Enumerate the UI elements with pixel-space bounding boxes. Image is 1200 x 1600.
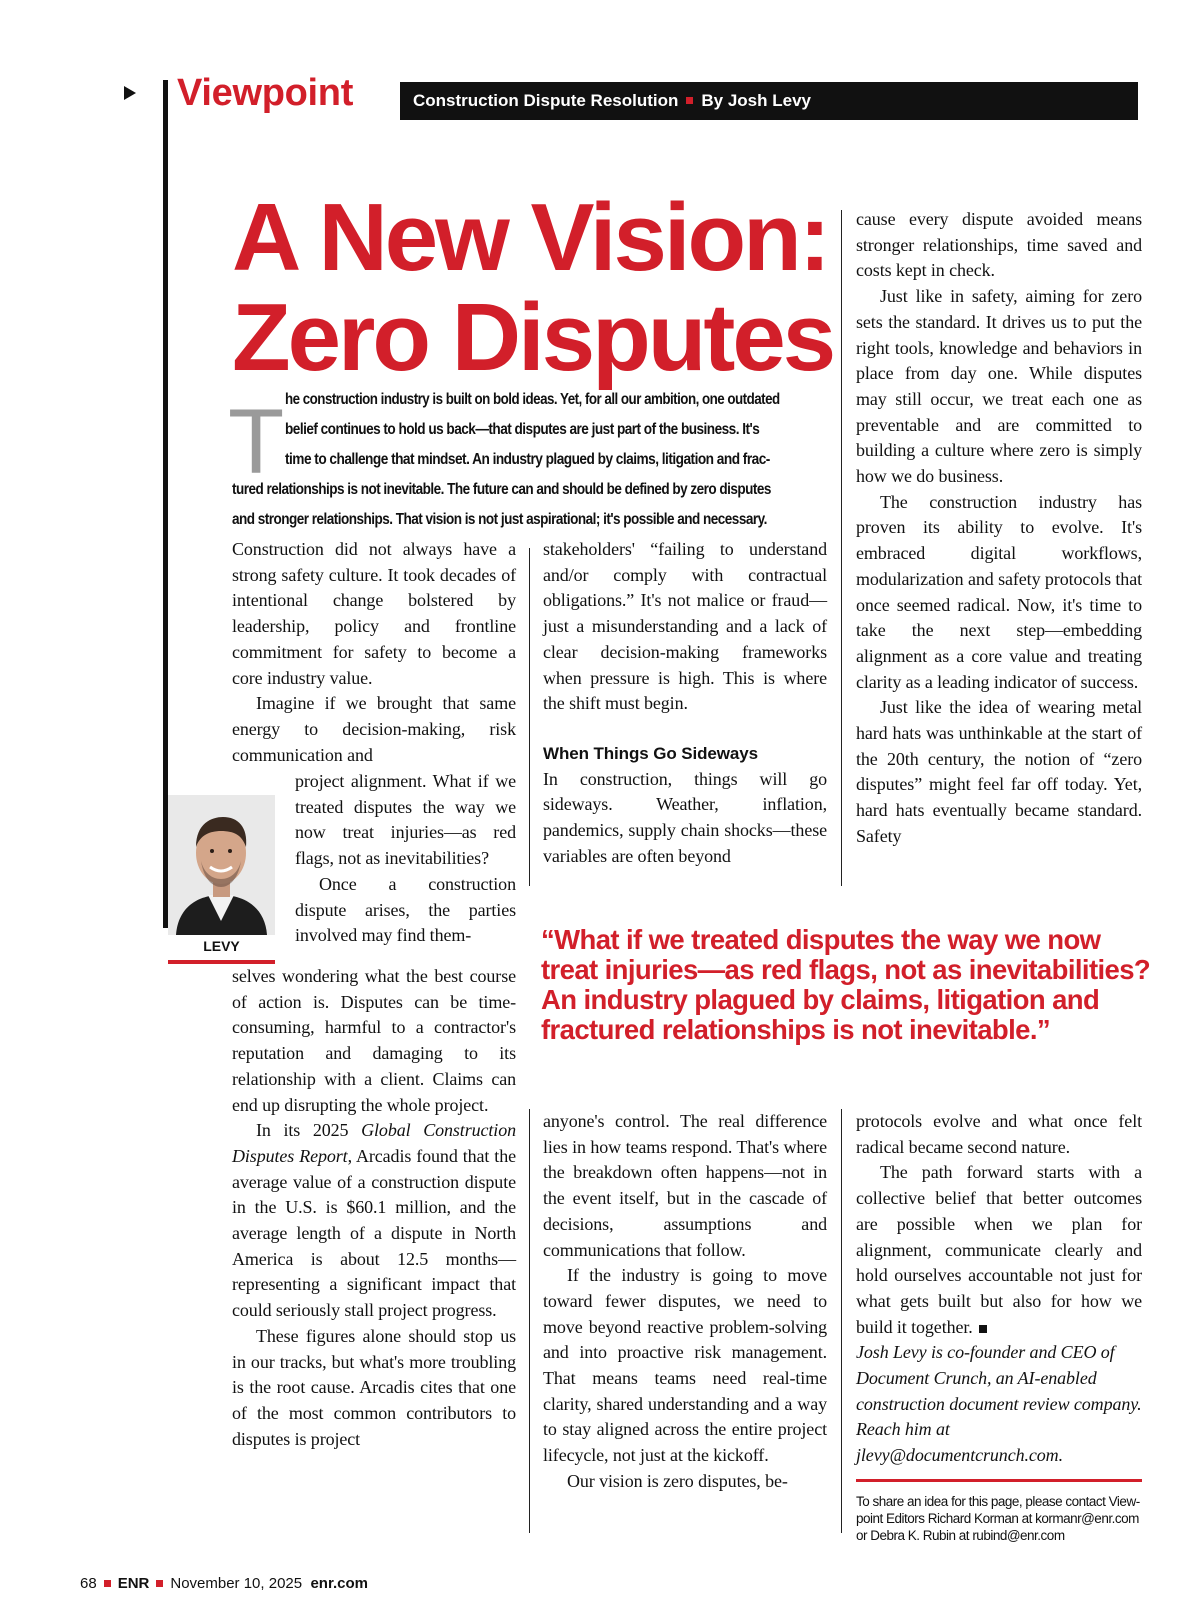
header-topic: Construction Dispute Resolution — [413, 91, 679, 110]
paragraph: protocols evolve and what once felt radical became second nature. — [856, 1111, 1142, 1157]
header-bar — [400, 82, 1138, 120]
page-footer — [80, 1575, 368, 1592]
share-note-line: To share an idea for this page, please contact View- — [856, 1494, 1140, 1509]
author-portrait-icon — [168, 795, 275, 935]
paragraph: anyone's control. The real difference lies in how teams respond. That's where the breakdown often happens—not in the event itself, but in the cascade of decisions, assumptions and communications that follow. — [543, 1111, 827, 1260]
pull-quote: “What if we treated disputes the way we now treat injuries—as red flags, not as inevitabilities? An industry plagued by claims, litigation and fractured relationships is not inevitable.” — [541, 924, 1151, 1045]
photo-caption: LEVY — [203, 938, 240, 954]
publication-name: ENR — [117, 1575, 150, 1592]
body-column-b — [543, 537, 827, 869]
deck-line: belief continues to hold us back—that disputes are just part of the business. It's — [285, 421, 760, 438]
share-note-rule — [856, 1479, 1142, 1482]
share-note — [856, 1493, 1156, 1544]
paragraph: cause every dispute avoided means stronger relationships, time saved and costs kept in check. — [856, 209, 1142, 281]
paragraph: In construction, things will go sideways. Weather, inflation, pandemics, supply chain shocks—these variables are often beyond — [543, 768, 827, 866]
share-note-line: point Editors Richard Korman at kormanr@enr.com — [856, 1511, 1139, 1526]
page-number: 68 — [80, 1575, 97, 1592]
separator-square-icon — [156, 1580, 163, 1587]
headline-line-1: A New Vision: — [232, 184, 828, 291]
deck-line: and stronger relationships. That vision is not just aspirational; it's possible and necessary. — [232, 511, 767, 528]
paragraph: Imagine if we brought that same energy to decision-making, risk communication and — [232, 693, 516, 765]
deck-line: he construction industry is built on bold ideas. Yet, for all our ambition, one outdated — [285, 391, 780, 408]
column-divider — [841, 210, 842, 886]
paragraph: Just like the idea of wearing metal hard hats was unthinkable at the start of the 20th century, the notion of “zero disputes” might feel far off today. Yet, hard hats eventually became standard. Safety — [856, 697, 1142, 846]
headline-line-2: Zero Disputes — [232, 284, 834, 391]
column-divider — [529, 548, 530, 886]
subhead: When Things Go Sideways — [543, 743, 758, 763]
site-name: enr.com — [310, 1575, 368, 1592]
paragraph — [856, 1160, 1142, 1340]
body-column-b-lower — [543, 1109, 827, 1495]
paragraph: Once a construction dispute arises, the parties involved may find them- — [295, 873, 516, 946]
paragraph: If the industry is going to move toward fewer disputes, we need to move beyond reactive problem-solving and into proactive risk management. That means teams need real-time clarity, shared understanding and a way to stay aligned across the entire project lifecycle, not just at the kickoff. — [543, 1265, 827, 1466]
paragraph: project alignment. What if we treated disputes the way we now treat injuries—as red flags, not as inevitabilities? — [295, 771, 516, 869]
issue-date: November 10, 2025 — [170, 1575, 303, 1592]
paragraph — [232, 1118, 516, 1324]
author-photo — [168, 795, 275, 935]
header-byline: By Josh Levy — [701, 91, 811, 110]
body-column-c — [856, 207, 1142, 850]
text-run: The path forward starts with a collective belief that better outcomes are possible when we plan for alignment, communicate clearly and hold ourselves accountable not just for what gets built but also for how we build it together. — [856, 1162, 1142, 1337]
column-divider — [529, 1109, 530, 1533]
paragraph: stakeholders' “failing to understand and/or comply with contractual obligations.” It's not malice or fraud—just a misunderstanding and a lack of clear decision-making frameworks when pressure is high. This is where the shift must begin. — [543, 539, 827, 714]
paragraph: selves wondering what the best course of action is. Disputes can be time-consuming, harmful to a contractor's reputation and damaging to its relationship with a client. Claims can end up disrupting the whole project. — [232, 966, 516, 1115]
body-column-c-lower — [856, 1109, 1142, 1469]
paragraph: The construction industry has proven its ability to evolve. It's embraced digital workflows, modularization and safety protocols that once seemed radical. Now, it's time to take the next step—embedding alignment as a core value and treating clarity as a leading indicator of success. — [856, 491, 1142, 692]
column-divider — [841, 1109, 842, 1533]
paragraph: These figures alone should stop us in our tracks, but what's more troubling is the root cause. Arcadis cites that one of the most common contributors to disputes is project — [232, 1325, 516, 1449]
report-title: Global Construction Disputes Report — [232, 1120, 517, 1166]
end-mark-icon — [979, 1325, 987, 1333]
paragraph: Construction did not always have a strong safety culture. It took decades of intentional change bolstered by leadership, policy and frontline commitment for safety to become a core industry value. — [232, 539, 516, 688]
body-column-a-lower — [232, 964, 516, 1452]
share-note-line: or Debra K. Rubin at rubind@enr.com — [856, 1528, 1065, 1543]
deck-line: tured relationships is not inevitable. The future can and should be defined by zero disputes — [232, 481, 771, 498]
separator-square-icon — [104, 1580, 111, 1587]
text-run: In its 2025 — [256, 1120, 362, 1141]
paragraph: Our vision is zero disputes, be- — [567, 1470, 788, 1491]
separator-square-icon — [686, 97, 693, 104]
deck-dropcap: T — [228, 391, 285, 493]
body-column-a-wrap — [295, 769, 516, 949]
section-title: Viewpoint — [177, 72, 354, 114]
author-bio: Josh Levy is co-founder and CEO of Document Crunch, an AI-enabled construction document review company. Reach him at jlevy@documentcrunch.com. — [856, 1342, 1142, 1466]
section-arrow-icon — [124, 86, 136, 100]
paragraph: Just like in safety, aiming for zero sets the standard. It drives us to put the right tools, knowledge and behaviors in place from day one. While disputes may still occur, we treat each one as preventable and are committed to building a culture where zero is simply how we do business. — [856, 286, 1142, 487]
body-column-a — [232, 537, 516, 768]
deck-line: time to challenge that mindset. An industry plagued by claims, litigation and frac- — [285, 451, 770, 468]
text-run: , Arcadis found that the average value of a construction dispute in the U.S. is $60.1 million, and the average length of a dispute in North America is about 12.5 months—representing a significant impact that could seriously stall project progress. — [232, 1145, 516, 1321]
